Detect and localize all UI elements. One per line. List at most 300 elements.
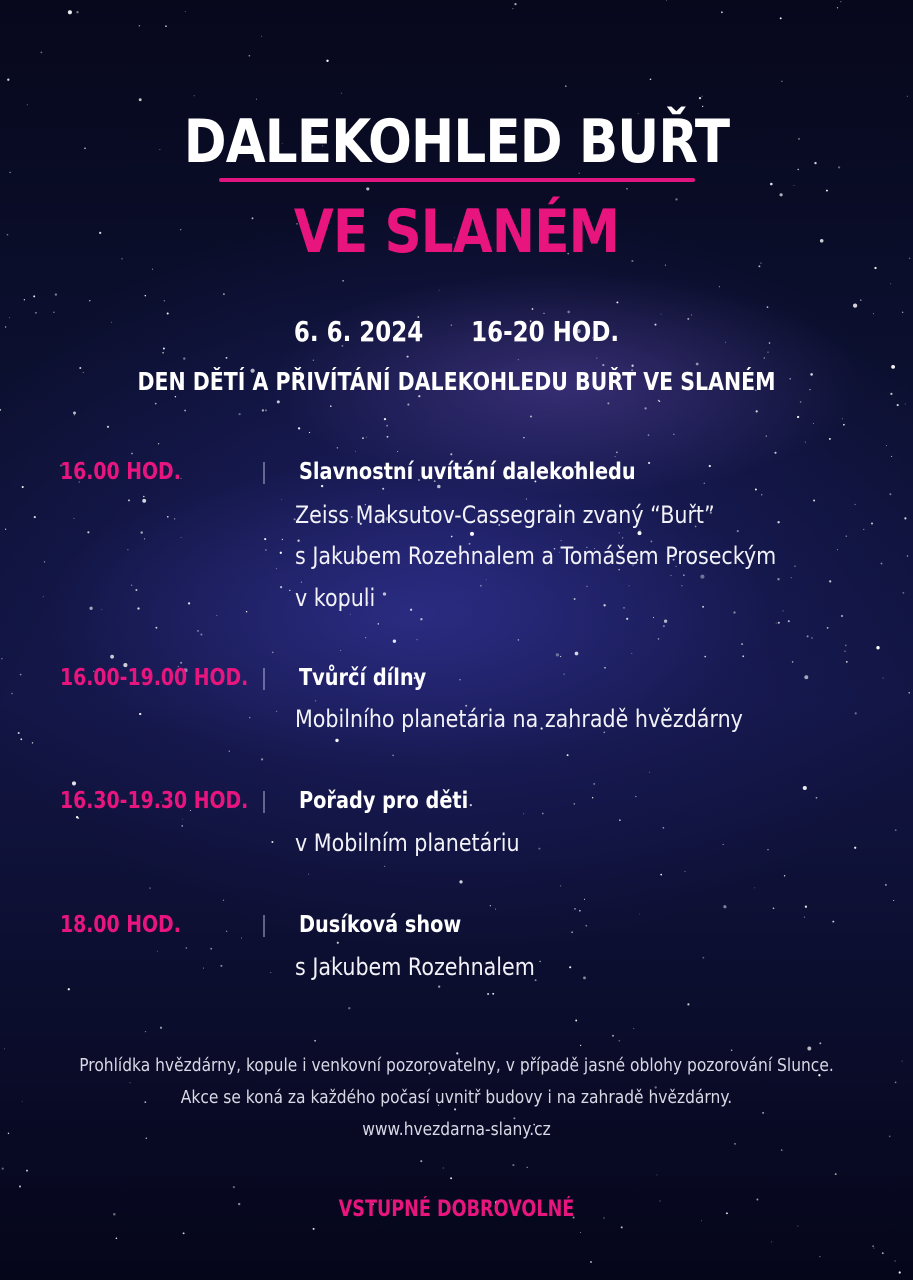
star xyxy=(709,465,711,467)
star xyxy=(107,426,109,428)
star xyxy=(816,797,818,799)
star xyxy=(2,1167,4,1169)
star xyxy=(348,1007,350,1009)
star xyxy=(813,423,814,424)
star xyxy=(742,655,744,657)
star xyxy=(135,589,137,591)
star xyxy=(164,300,166,302)
star xyxy=(756,410,758,412)
program-time: 16.00 HOD. xyxy=(60,459,181,485)
star xyxy=(4,1049,5,1050)
star xyxy=(220,965,222,967)
star xyxy=(55,293,57,295)
star xyxy=(731,1049,733,1051)
event-subtitle: DEN DĚTÍ A PŘIVÍTÁNÍ DALEKOHLEDU BUŘT VE SLANÉM xyxy=(137,367,776,396)
star xyxy=(366,437,367,438)
star xyxy=(829,438,831,440)
star xyxy=(574,598,576,600)
star xyxy=(791,577,792,578)
star xyxy=(139,98,142,101)
star xyxy=(777,521,779,523)
poster-location: VE SLANÉM xyxy=(293,197,620,267)
star xyxy=(523,813,524,814)
star xyxy=(580,1045,581,1046)
star xyxy=(382,488,384,490)
star xyxy=(604,667,606,669)
star xyxy=(663,625,665,627)
star xyxy=(855,504,856,505)
star xyxy=(794,566,795,567)
star xyxy=(249,717,250,718)
star xyxy=(337,942,339,944)
star xyxy=(216,615,217,616)
program-time: 16.30-19.30 HOD. xyxy=(60,788,249,814)
star xyxy=(87,531,89,533)
star xyxy=(130,1082,131,1083)
star xyxy=(5,529,6,530)
star xyxy=(626,618,628,620)
star xyxy=(20,674,22,676)
star xyxy=(565,85,567,87)
star xyxy=(53,312,54,313)
website-link[interactable]: www.hvezdarna-slany.cz xyxy=(362,1119,551,1140)
star xyxy=(326,60,328,62)
star xyxy=(131,585,132,586)
star xyxy=(480,585,482,587)
star xyxy=(803,786,807,790)
star xyxy=(804,675,808,679)
star xyxy=(24,299,25,300)
star xyxy=(330,405,332,407)
star xyxy=(874,267,876,269)
star xyxy=(650,79,652,81)
star xyxy=(567,311,570,314)
star xyxy=(261,36,262,37)
star xyxy=(89,607,92,610)
star xyxy=(246,611,247,612)
star xyxy=(27,104,28,105)
star xyxy=(276,568,277,569)
star xyxy=(902,1061,903,1062)
star xyxy=(635,796,636,797)
star xyxy=(233,1186,235,1188)
star xyxy=(771,1241,772,1242)
star xyxy=(181,537,182,538)
star xyxy=(703,957,705,959)
star xyxy=(638,531,642,535)
star xyxy=(210,948,212,950)
star xyxy=(835,1173,837,1175)
star xyxy=(73,411,76,414)
program-title: Dusíková show xyxy=(299,912,462,938)
star xyxy=(386,425,388,427)
star xyxy=(160,1027,162,1029)
star xyxy=(863,529,864,530)
star xyxy=(826,190,828,192)
star xyxy=(523,437,525,439)
star xyxy=(702,606,704,608)
star xyxy=(890,283,891,284)
star xyxy=(439,290,440,291)
star xyxy=(837,549,838,550)
star xyxy=(621,1226,623,1228)
star xyxy=(34,516,36,518)
star xyxy=(895,829,897,831)
star xyxy=(673,434,675,436)
star xyxy=(298,427,300,429)
star xyxy=(487,993,489,995)
star xyxy=(575,652,579,656)
star xyxy=(142,499,146,503)
star xyxy=(580,1232,581,1233)
star xyxy=(781,1149,783,1151)
star xyxy=(139,25,141,27)
star xyxy=(280,586,282,588)
program-time: 18.00 HOD. xyxy=(60,912,181,938)
star xyxy=(40,51,42,53)
star xyxy=(77,817,79,819)
star xyxy=(308,874,309,875)
star xyxy=(886,445,887,446)
program-detail: Zeiss Maksutov-Cassegrain zvaný “Buřt” xyxy=(295,501,715,529)
star xyxy=(542,813,544,815)
star xyxy=(261,758,263,760)
star xyxy=(755,489,757,491)
star xyxy=(539,961,540,962)
star xyxy=(819,1042,821,1044)
star xyxy=(110,655,114,659)
program-separator xyxy=(263,915,265,937)
star xyxy=(903,592,905,594)
star xyxy=(807,1047,811,1051)
star xyxy=(450,453,452,455)
star xyxy=(616,301,618,303)
star xyxy=(631,653,632,654)
star xyxy=(141,531,143,533)
star xyxy=(314,1040,316,1042)
star xyxy=(797,416,799,418)
star xyxy=(486,579,487,580)
star xyxy=(131,453,133,455)
star xyxy=(392,755,393,756)
star xyxy=(492,993,494,995)
star xyxy=(79,367,81,369)
program-separator xyxy=(263,791,265,813)
star xyxy=(313,1228,315,1230)
star xyxy=(378,623,380,625)
event-date: 6. 6. 2024 xyxy=(293,315,424,348)
star xyxy=(574,803,575,804)
title-underline xyxy=(219,178,695,182)
star xyxy=(200,633,202,635)
star xyxy=(183,1232,185,1234)
star xyxy=(783,610,784,611)
event-date-time xyxy=(82,314,831,350)
star xyxy=(829,580,831,582)
star xyxy=(723,844,724,845)
star xyxy=(203,968,204,969)
star xyxy=(407,356,409,358)
event-hours: 16-20 HOD. xyxy=(471,315,620,348)
star xyxy=(350,614,351,615)
star xyxy=(761,494,762,495)
star xyxy=(882,1252,884,1254)
star xyxy=(470,804,472,806)
star xyxy=(893,900,894,901)
star xyxy=(895,1082,897,1084)
star xyxy=(762,1112,764,1114)
star xyxy=(556,653,559,656)
program-separator xyxy=(263,668,265,690)
star xyxy=(407,404,409,406)
star xyxy=(819,1256,820,1257)
star xyxy=(719,286,720,287)
star xyxy=(512,1164,514,1166)
star xyxy=(470,532,474,536)
star xyxy=(574,908,575,909)
star xyxy=(766,435,767,436)
star xyxy=(837,7,838,8)
star xyxy=(592,797,593,798)
star xyxy=(876,646,879,649)
star xyxy=(9,317,10,318)
star xyxy=(223,293,225,295)
footer-info: Akce se koná za každého počasí uvnitř budovy i na zahradě hvězdárny. xyxy=(180,1087,733,1108)
star xyxy=(535,979,537,981)
star xyxy=(362,437,364,439)
star xyxy=(280,552,282,554)
star xyxy=(907,96,908,97)
star xyxy=(902,312,903,313)
star xyxy=(335,739,338,742)
star xyxy=(723,905,726,908)
star xyxy=(583,976,586,979)
star xyxy=(397,451,398,452)
poster-title: DALEKOHLED BUŘT xyxy=(183,107,730,177)
star xyxy=(74,518,75,519)
star xyxy=(767,849,768,850)
star xyxy=(845,535,847,537)
star xyxy=(270,972,271,973)
star xyxy=(165,25,167,27)
star xyxy=(265,409,267,411)
star xyxy=(741,643,743,645)
star xyxy=(76,11,78,13)
star xyxy=(143,496,145,498)
star xyxy=(585,925,587,927)
star xyxy=(74,414,75,415)
star xyxy=(633,1028,634,1029)
star xyxy=(226,357,228,359)
star xyxy=(438,985,440,987)
star xyxy=(7,79,9,81)
star xyxy=(89,300,90,301)
star xyxy=(538,848,540,850)
program-time: 16.00-19.00 HOD. xyxy=(60,665,249,691)
star xyxy=(33,295,35,297)
star xyxy=(289,590,290,591)
star xyxy=(241,938,242,939)
star xyxy=(904,517,906,519)
star xyxy=(174,518,175,519)
star xyxy=(704,656,706,658)
star xyxy=(183,357,185,359)
star xyxy=(800,401,802,403)
footer-info: Prohlídka hvězdárny, kopule i venkovní pozorovatelny, v případě jasné oblohy pozorování Slunce. xyxy=(79,1055,834,1076)
star xyxy=(792,661,794,663)
star xyxy=(734,1143,735,1144)
star xyxy=(410,609,412,611)
star xyxy=(797,1226,798,1227)
star xyxy=(767,351,769,353)
star xyxy=(699,97,701,99)
star xyxy=(907,555,908,556)
star xyxy=(780,17,782,19)
star xyxy=(660,874,662,876)
star xyxy=(26,1170,28,1172)
star xyxy=(733,611,735,613)
star xyxy=(653,617,654,618)
star xyxy=(265,549,266,550)
star xyxy=(701,96,702,97)
star xyxy=(420,1160,422,1162)
star xyxy=(889,1136,891,1138)
star xyxy=(854,847,856,849)
star xyxy=(22,1101,23,1102)
star xyxy=(788,620,790,622)
star xyxy=(101,609,102,610)
star xyxy=(622,537,623,538)
star xyxy=(152,269,153,270)
star xyxy=(342,280,344,282)
star xyxy=(282,539,283,540)
star xyxy=(8,1133,9,1134)
star xyxy=(277,400,280,403)
star xyxy=(162,352,164,354)
star xyxy=(384,866,385,867)
program-detail: s Jakubem Rozehnalem xyxy=(295,953,535,981)
star xyxy=(737,530,739,532)
star xyxy=(895,1261,896,1262)
star xyxy=(238,413,240,415)
star xyxy=(443,1167,444,1168)
star xyxy=(20,738,22,740)
star xyxy=(805,906,807,908)
star xyxy=(384,418,386,420)
star xyxy=(569,966,571,968)
star xyxy=(416,639,417,640)
star xyxy=(188,602,190,604)
star xyxy=(639,914,640,915)
star xyxy=(778,622,780,624)
star xyxy=(226,931,227,932)
star xyxy=(139,713,141,715)
star xyxy=(773,908,775,910)
star xyxy=(420,618,422,620)
star xyxy=(891,365,895,369)
star xyxy=(596,357,597,358)
star xyxy=(157,951,158,952)
star xyxy=(656,1174,657,1175)
star xyxy=(899,1271,901,1273)
star xyxy=(623,607,625,609)
star xyxy=(777,578,779,580)
program-detail: v kopuli xyxy=(295,584,376,612)
star xyxy=(68,10,72,14)
star xyxy=(774,452,776,454)
star xyxy=(532,308,534,310)
star xyxy=(0,409,1,411)
star xyxy=(72,781,76,785)
star xyxy=(767,306,769,308)
star xyxy=(845,645,847,647)
star xyxy=(804,917,805,918)
star xyxy=(158,443,159,444)
star xyxy=(495,909,496,910)
star xyxy=(341,93,342,94)
star xyxy=(666,0,667,1)
star xyxy=(137,607,139,609)
star xyxy=(853,303,857,307)
program-detail: v Mobilním planetáriu xyxy=(295,829,520,857)
star xyxy=(770,183,773,186)
star xyxy=(450,1177,452,1179)
star xyxy=(530,416,532,418)
star xyxy=(383,592,386,595)
star xyxy=(11,693,13,695)
star xyxy=(811,637,812,638)
star xyxy=(684,871,685,872)
star xyxy=(700,575,704,579)
star xyxy=(721,11,723,13)
star xyxy=(145,1031,146,1032)
star xyxy=(616,452,618,454)
star xyxy=(626,188,628,190)
star xyxy=(5,326,6,327)
star xyxy=(567,754,569,756)
star xyxy=(619,532,620,533)
star xyxy=(1,658,2,659)
star xyxy=(659,400,661,402)
star xyxy=(393,640,396,643)
star xyxy=(618,1040,620,1042)
star xyxy=(229,751,230,752)
star xyxy=(185,11,186,12)
star xyxy=(512,8,513,9)
star xyxy=(579,910,581,912)
star xyxy=(827,627,829,629)
star xyxy=(563,673,564,674)
star xyxy=(860,300,861,301)
star xyxy=(276,711,277,712)
star xyxy=(891,456,892,457)
star xyxy=(340,650,341,651)
star xyxy=(584,899,585,900)
star xyxy=(658,638,660,640)
star xyxy=(262,409,264,411)
star xyxy=(272,652,274,654)
star xyxy=(459,880,462,883)
star xyxy=(612,1035,614,1037)
star xyxy=(155,403,157,405)
program-separator xyxy=(263,462,265,484)
star xyxy=(459,679,460,680)
star xyxy=(885,884,887,886)
star xyxy=(871,523,873,525)
star xyxy=(315,700,317,702)
star xyxy=(644,407,646,409)
admission-note: VSTUPNÉ DOBROVOLNÉ xyxy=(338,1197,575,1222)
